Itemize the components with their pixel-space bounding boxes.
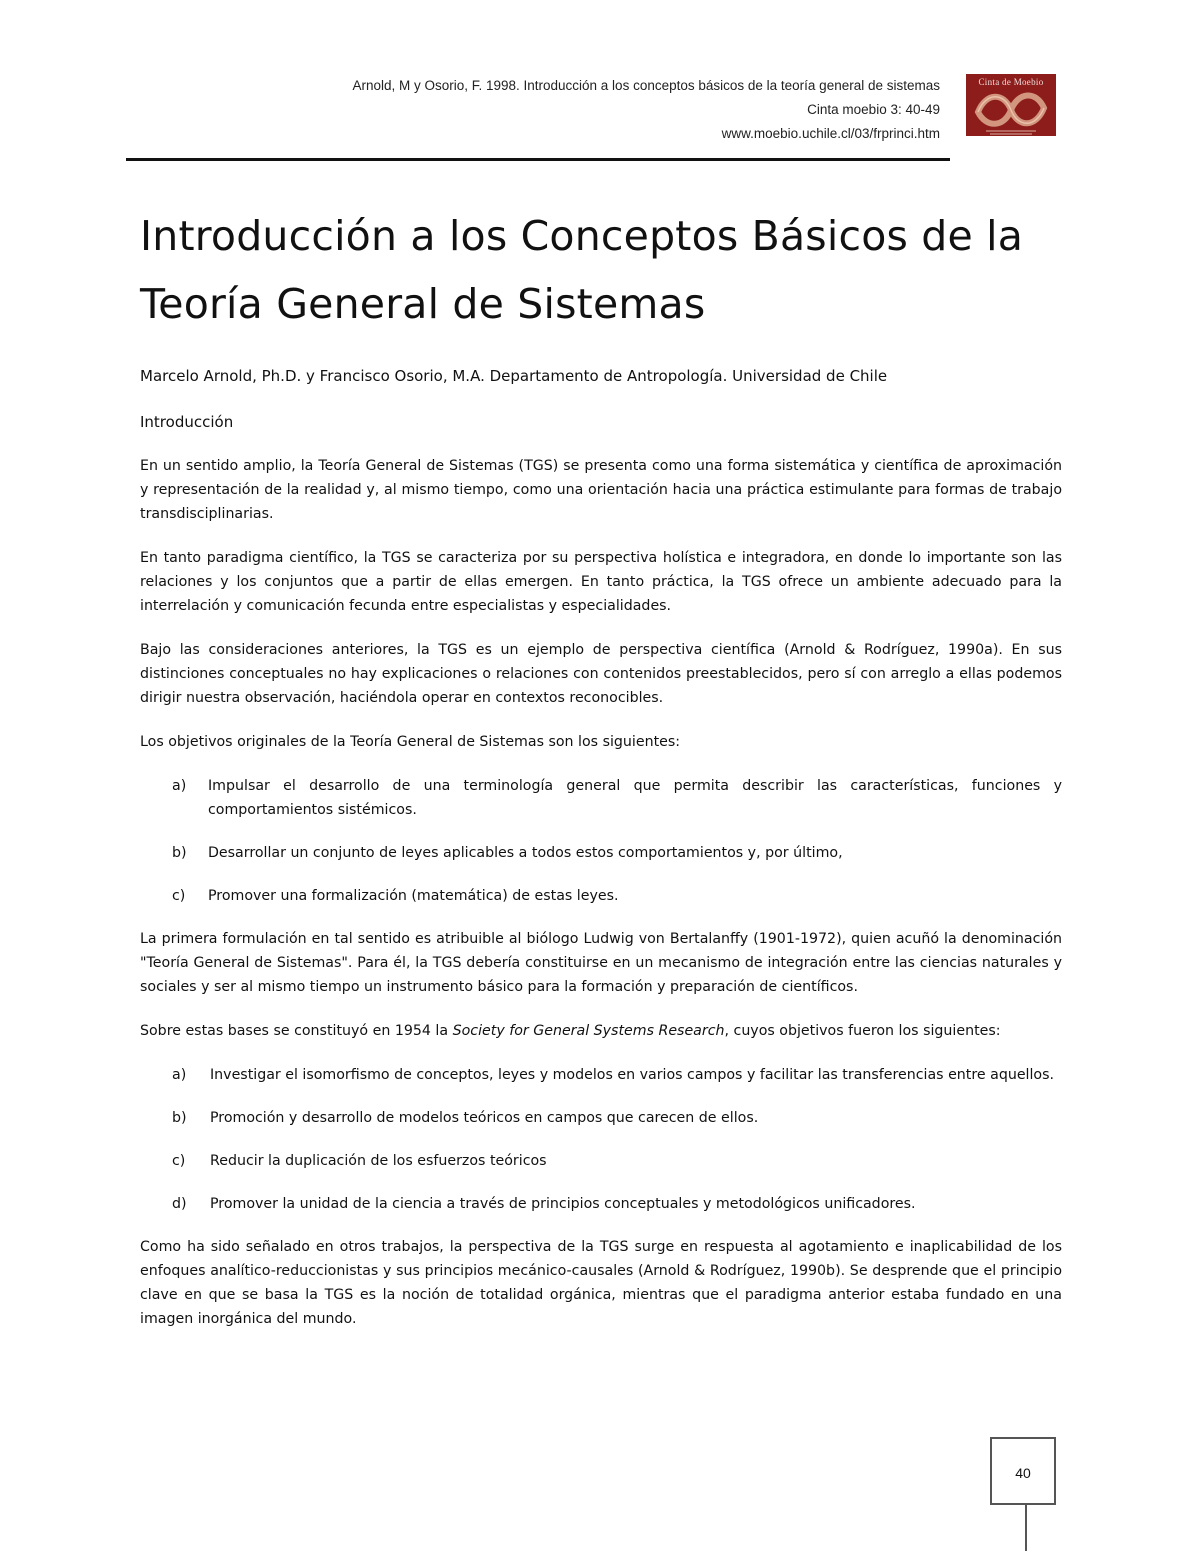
list-item: [140, 774, 1062, 822]
authors-line: Marcelo Arnold, Ph.D. y Francisco Osorio, M.A. Departamento de Antropología. Universidad de Chile: [140, 367, 888, 385]
list-text: Desarrollar un conjunto de leyes aplicables a todos estos comportamientos y, por último,: [208, 845, 843, 861]
logo-title: Cinta de Moebio: [978, 77, 1044, 87]
paragraph-3: Bajo las consideraciones anteriores, la TGS es un ejemplo de perspectiva científica (Arnold & Rodríguez, 1990a). En sus distinciones conceptuales no hay explicaciones o relaciones con contenidos preestablecidos, pero sí con arreglo a ellas podemos dirigir nuestra observación, haciéndola operar en contextos reconocibles.: [140, 642, 1062, 706]
page-title: [140, 202, 1100, 338]
list-text: Promover la unidad de la ciencia a través de principios conceptuales y metodológicos unificadores.: [210, 1196, 916, 1212]
title-line-1: Introducción a los Conceptos Básicos de la: [140, 212, 1024, 260]
paragraph-2: En tanto paradigma científico, la TGS se caracteriza por su perspectiva holística e integradora, en donde lo importante son las relaciones y los conjuntos que a partir de ellas emergen. En tanto práctica, la TGS ofrece un ambiente adecuado para la interrelación y comunicación fecunda entre especialistas y especialidades.: [140, 550, 1062, 614]
list-marker: b): [172, 845, 187, 861]
p6-text-before: Sobre estas bases se constituyó en 1954 la: [140, 1023, 453, 1039]
list-marker: c): [172, 1153, 186, 1169]
list-marker: d): [172, 1196, 187, 1212]
list-item: [140, 1149, 1062, 1173]
paragraph-4: Los objetivos originales de la Teoría General de Sistemas son los siguientes:: [140, 734, 681, 750]
society-objectives-list: [140, 1063, 1062, 1216]
paragraph-7: Como ha sido señalado en otros trabajos, la perspectiva de la TGS surge en respuesta al agotamiento e inaplicabilidad de los enfoques analítico-reduccionistas y sus principios mecánico-causales (Arnold & Rodríguez, 1990b). Se desprende que el principio clave en que se basa la TGS es la noción de totalidad orgánica, mientras que el paradigma anterior estaba fundado en una imagen inorgánica del mundo.: [140, 1239, 1062, 1327]
paragraph-5: La primera formulación en tal sentido es atribuible al biólogo Ludwig von Bertalanffy (1901-1972), quien acuñó la denominación "Teoría General de Sistemas". Para él, la TGS debería constituirse en un mecanismo de integración entre las ciencias naturales y sociales y ser al mismo tiempo un instrumento básico para la formación y preparación de científicos.: [140, 931, 1062, 995]
page-number: 40: [990, 1437, 1056, 1505]
title-line-2: Teoría General de Sistemas: [140, 280, 706, 328]
objectives-list: [140, 774, 1062, 908]
list-text: Impulsar el desarrollo de una terminología general que permita describir las características, funciones y comportamientos sistémicos.: [208, 778, 1062, 818]
list-item: [140, 1192, 1062, 1216]
header-url: www.moebio.uchile.cl/03/frprinci.htm: [721, 126, 940, 141]
paragraph-6: [140, 1019, 1062, 1043]
page-number-stem: [1025, 1505, 1027, 1551]
p6-text-after: , cuyos objetivos fueron los siguientes:: [724, 1023, 1001, 1039]
paragraph-1: En un sentido amplio, la Teoría General de Sistemas (TGS) se presenta como una forma sistemática y científica de aproximación y representación de la realidad y, al mismo tiempo, como una orientación hacia una práctica estimulante para formas de trabajo transdisciplinarias.: [140, 458, 1062, 522]
list-item: [140, 1063, 1062, 1087]
list-item: [140, 841, 1062, 865]
page-header: [352, 74, 940, 146]
list-text: Investigar el isomorfismo de conceptos, leyes y modelos en varios campos y facilitar las transferencias entre aquellos.: [210, 1067, 1055, 1083]
section-heading: Introducción: [140, 413, 234, 431]
list-text: Promover una formalización (matemática) de estas leyes.: [208, 888, 619, 904]
list-marker: c): [172, 888, 186, 904]
header-citation: Arnold, M y Osorio, F. 1998. Introducción a los conceptos básicos de la teoría general de sistemas: [352, 78, 940, 93]
list-marker: a): [172, 1067, 187, 1083]
list-marker: a): [172, 778, 187, 794]
list-text: Promoción y desarrollo de modelos teóricos en campos que carecen de ellos.: [210, 1110, 759, 1126]
journal-logo: [966, 74, 1056, 136]
list-text: Reducir la duplicación de los esfuerzos teóricos: [210, 1153, 547, 1169]
list-marker: b): [172, 1110, 187, 1126]
list-item: [140, 884, 1062, 908]
list-item: [140, 1106, 1062, 1130]
header-divider: [126, 158, 950, 161]
article-body: [140, 364, 1062, 1351]
society-name: Society for General Systems Research: [452, 1023, 725, 1039]
header-journal: Cinta moebio 3: 40-49: [807, 102, 940, 117]
